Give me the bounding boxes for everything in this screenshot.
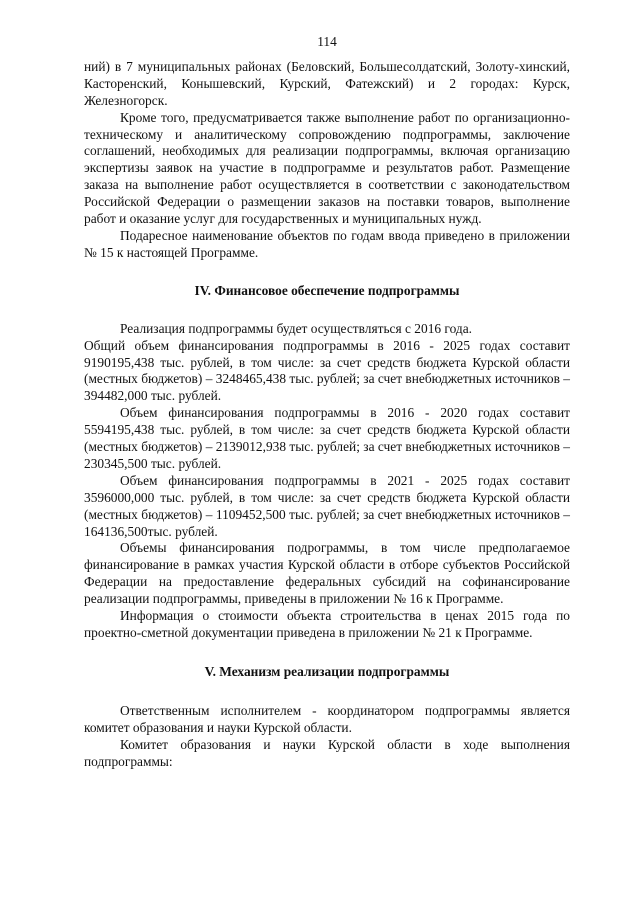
document-page — [84, 34, 570, 770]
section-4-paragraph-1: Реализация подпрограммы будет осуществляться с 2016 года. — [120, 320, 472, 336]
section-5-paragraph-1: Ответственным исполнителем - координатором подпрограммы является комитет образования и науки Курской области. — [84, 702, 570, 735]
intro-paragraph-1: ний) в 7 муниципальных районах (Беловский, Большесолдатский, Золоту-хинский, Касторенский, Конышевский, Курский, Фатежский) и 2 городах: Курск, Железногорск. — [84, 58, 570, 108]
section-5-heading-wrap — [84, 664, 570, 681]
section-4-title: IV. Финансовое обеспечение подпрограммы — [194, 282, 460, 298]
page-number: 114 — [317, 34, 337, 49]
section-5-title: V. Механизм реализации подпрограммы — [204, 663, 450, 679]
section-4-paragraph-6: Информация о стоимости объекта строительства в ценах 2015 года по проектно-сметной документации приведена в приложении № 21 к Программе. — [84, 608, 570, 640]
intro-paragraph-2: Кроме того, предусматривается также выполнение работ по организационно-техническому и аналитическому сопровождению подпрограммы, заключение соглашений, необходимых для реализации подпрограммы, включая организацию экспертизы заявок на участие в подпрограмме и результатов работ. Размещение заказа на выполнение работ осуществляется в соответствии с законодательством Российской Федерации о размещении заказов на поставки товаров, выполнение работ и оказание услуг для государственных и муниципальных нужд. — [84, 109, 570, 227]
intro-paragraph-3: Подаресное наименование объектов по годам ввода приведено в приложении № 15 к настоящей Программе. — [84, 227, 570, 260]
section-4-heading-wrap — [84, 283, 570, 300]
section-4-paragraph-3: Объем финансирования подпрограммы в 2016 - 2020 годах составит 5594195,438 тыс. рублей, в том числе: за счет средств бюджета Курской области (местных бюджетов) – 2139012,938 тыс. рублей; за счет внебюджетных источников – 230345,500 тыс. рублей. — [84, 405, 570, 471]
section-5-paragraph-2: Комитет образования и науки Курской области в ходе выполнения подпрограммы: — [84, 736, 570, 769]
section-4-paragraph-2: Общий объем финансирования подпрограммы в 2016 - 2025 годах составит 9190195,438 тыс. рублей, в том числе: за счет средств бюджета Курской области (местных бюджетов) – 3248465,438 тыс. рублей; за счет внебюджетных источников – 394482,000 тыс. рублей. — [84, 337, 570, 404]
section-4-paragraph-4: Объем финансирования подпрограммы в 2021 - 2025 годах составит 3596000,000 тыс. рублей, в том числе: за счет средств бюджета Курской области (местных бюджетов) – 1109452,500 тыс. рублей; за счет внебюджетных источников – 164136,500тыс. рублей. — [84, 472, 570, 539]
section-4-paragraph-5: Объемы финансирования подрограммы, в том числе предполагаемое финансирование в рамках участия Курской области в отборе субъектов Российской Федерации на предоставление федеральных субсидий на софинансирование реализации подпрограммы, приведены в приложении № 16 к Программе. — [84, 540, 570, 607]
